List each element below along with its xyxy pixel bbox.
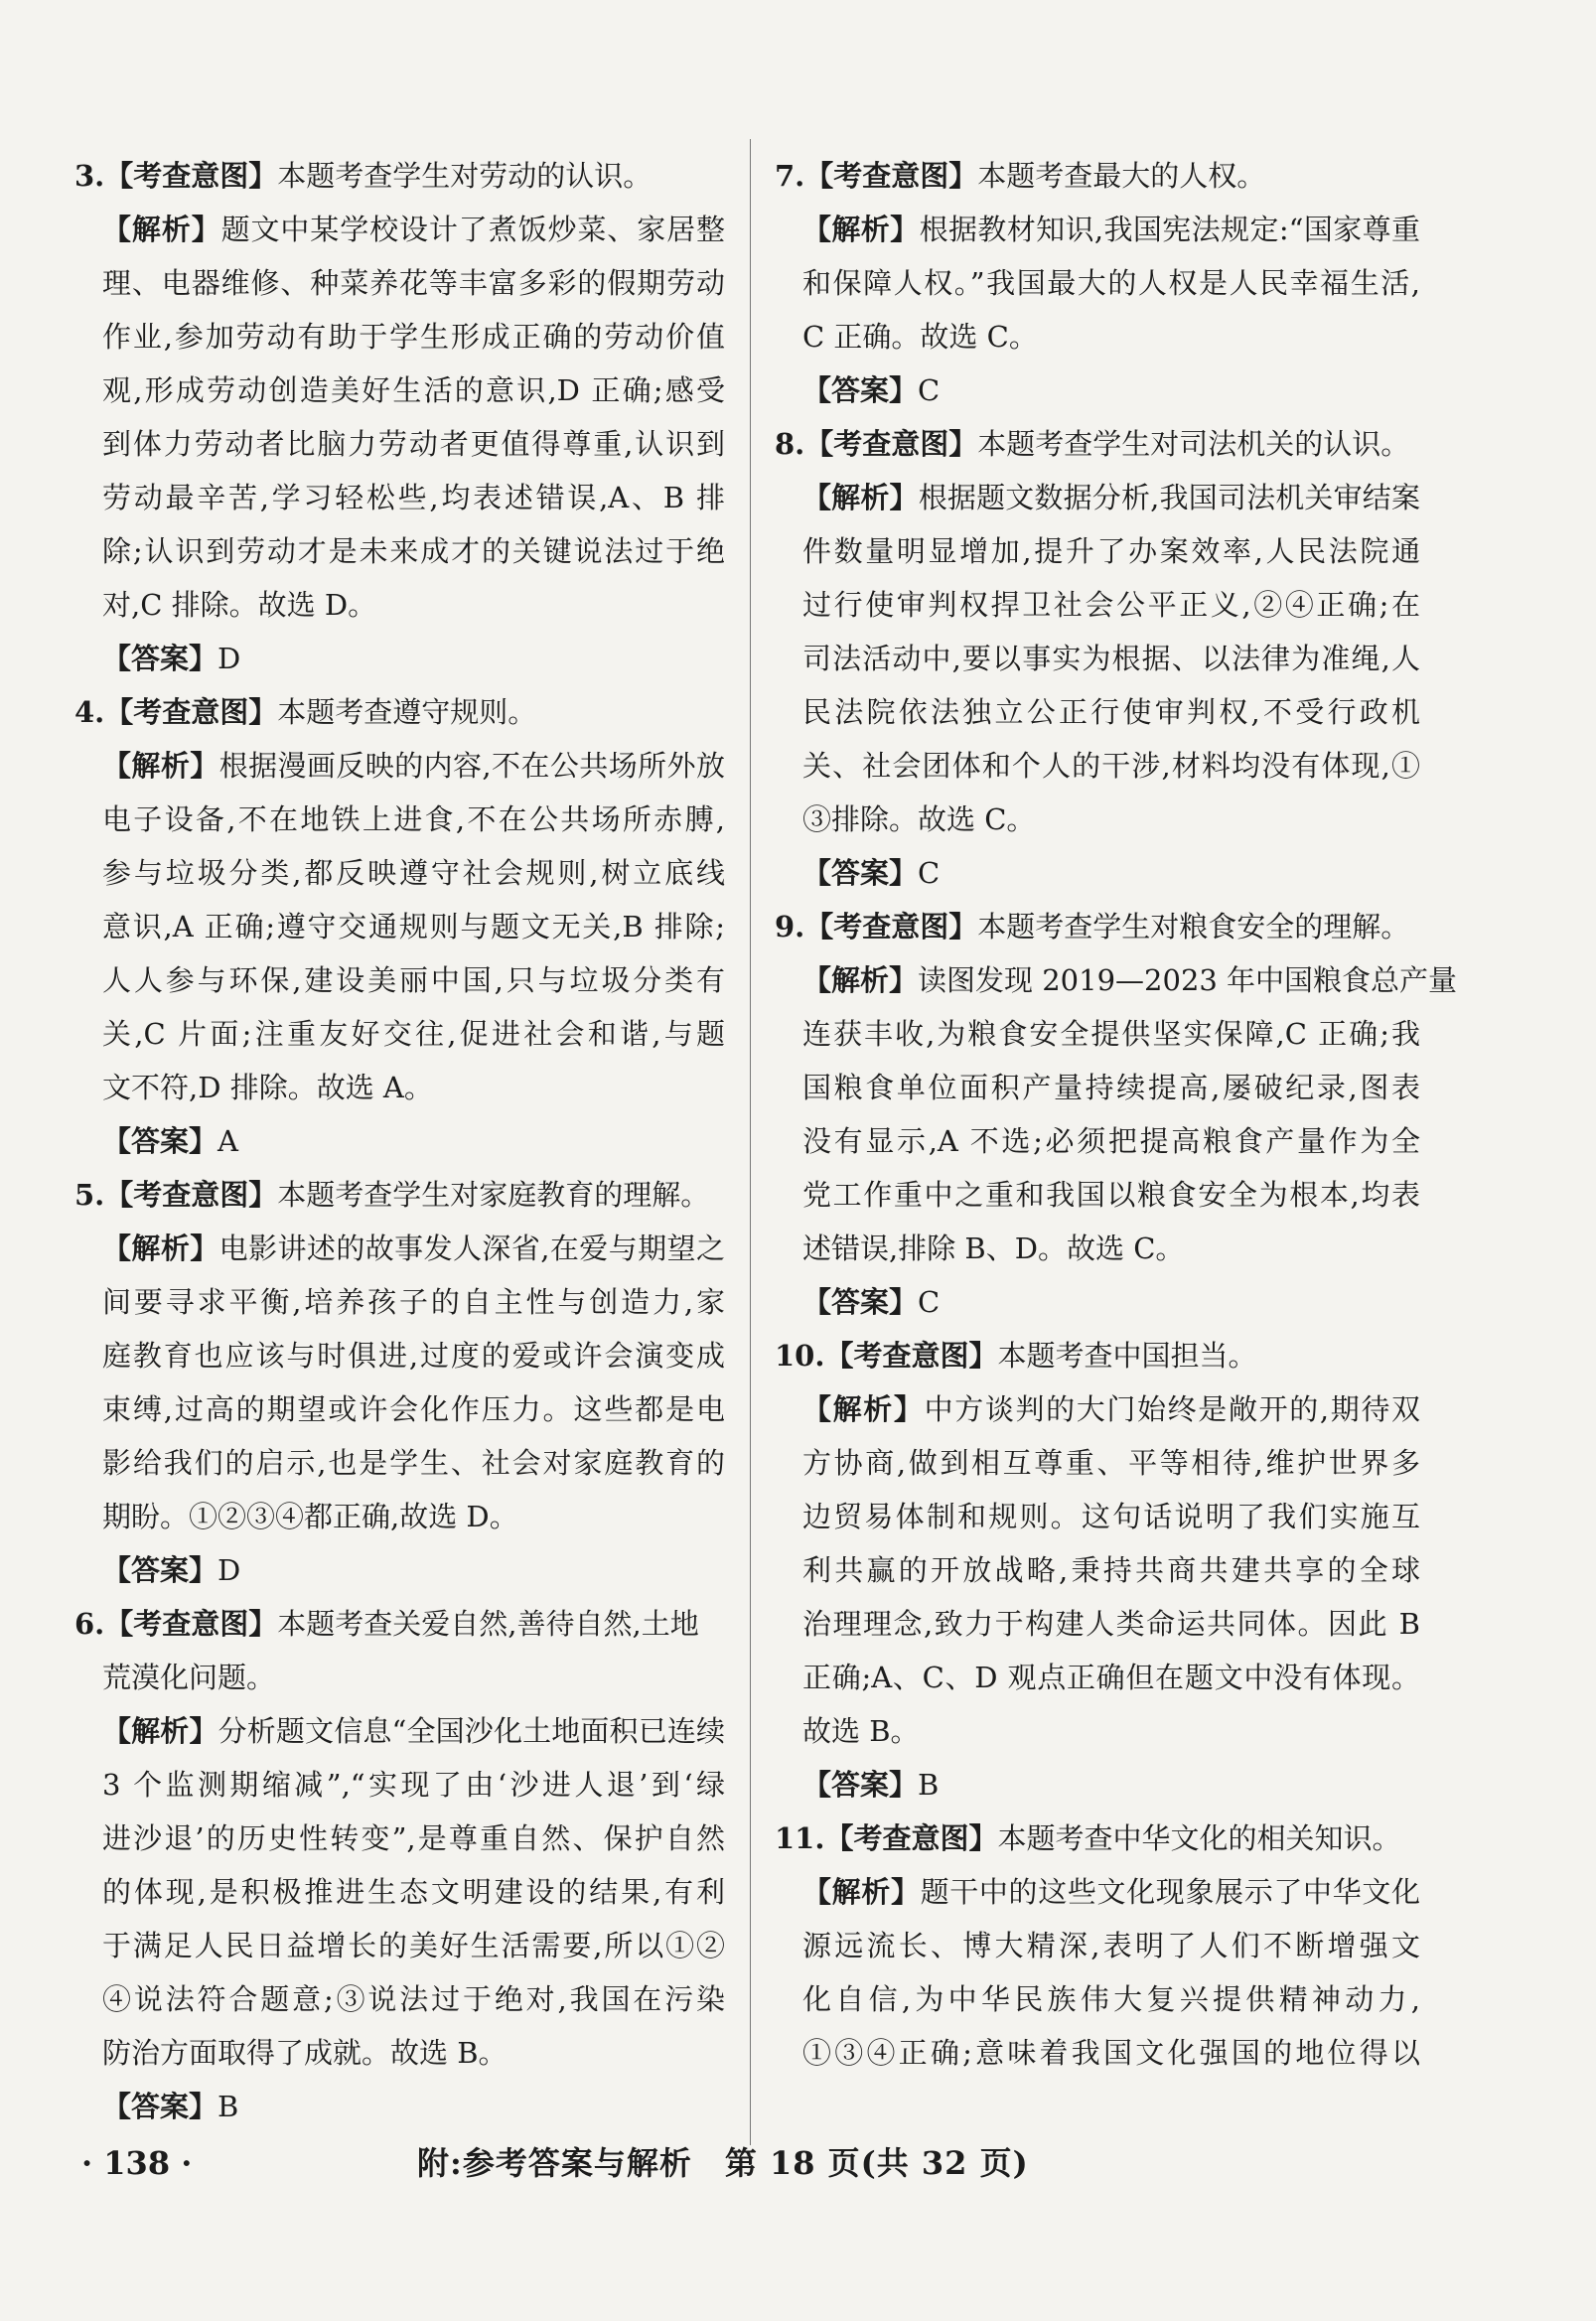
question-heading bbox=[775, 1812, 1420, 1865]
line-text: 参与垃圾分类,都反映遵守社会规则,树立底线 bbox=[102, 856, 725, 890]
text-line bbox=[74, 203, 725, 256]
question-number: 8. bbox=[775, 427, 805, 461]
text-line bbox=[775, 1919, 1420, 1972]
text-line bbox=[74, 1436, 725, 1490]
intent-text: 本题考查关爱自然,善待自然,土地 bbox=[277, 1607, 699, 1641]
intent-text: 本题考查最大的人权。 bbox=[977, 159, 1266, 193]
line-text: ①③④正确;意味着我国文化强国的地位得以 bbox=[802, 2036, 1420, 2070]
text-line bbox=[74, 256, 725, 310]
line-text: 根据教材知识,我国宪法规定:“国家尊重 bbox=[919, 213, 1420, 246]
line-text: 文不符,D 排除。故选 A。 bbox=[102, 1071, 433, 1104]
analysis-tag: 【解析】 bbox=[802, 1392, 925, 1426]
page-number: · 138 · bbox=[81, 2144, 193, 2182]
answer-tag: 【答案】 bbox=[102, 1553, 218, 1587]
line-text: 治理理念,致力于构建人类命运共同体。因此 B bbox=[802, 1607, 1420, 1641]
line-text: 和保障人权。”我国最大的人权是人民幸福生活, bbox=[802, 266, 1420, 300]
text-line bbox=[74, 900, 725, 953]
analysis-tag: 【解析】 bbox=[802, 481, 919, 514]
line-text: 于满足人民日益增长的美好生活需要,所以①② bbox=[102, 1929, 725, 1962]
column-divider bbox=[750, 139, 751, 2145]
text-line bbox=[775, 1061, 1420, 1114]
question-number: 11. bbox=[775, 1821, 825, 1855]
answer-value: D bbox=[218, 1553, 241, 1587]
answer-value: C bbox=[918, 1285, 941, 1319]
text-line bbox=[74, 471, 725, 524]
intent-text: 本题考查中华文化的相关知识。 bbox=[997, 1821, 1401, 1855]
question-number: 9. bbox=[775, 910, 805, 943]
question-number: 4. bbox=[74, 695, 105, 729]
answer-value: C bbox=[918, 373, 941, 407]
answer-value: A bbox=[218, 1124, 238, 1158]
line-text: 根据漫画反映的内容,不在公共场所外放 bbox=[218, 749, 725, 783]
line-text: 连获丰收,为粮食安全提供坚实保障,C 正确;我 bbox=[802, 1017, 1420, 1051]
line-text: 间要寻求平衡,培养孩子的自主性与创造力,家 bbox=[102, 1285, 725, 1319]
text-line bbox=[775, 1597, 1420, 1651]
answer-line bbox=[74, 1114, 725, 1168]
text-line bbox=[74, 1972, 725, 2026]
page-footer bbox=[0, 2133, 1596, 2193]
line-text: 故选 B。 bbox=[802, 1714, 920, 1748]
text-line bbox=[775, 310, 1420, 363]
answer-tag: 【答案】 bbox=[802, 373, 919, 407]
line-text: 关、社会团体和个人的干涉,材料均没有体现,① bbox=[802, 749, 1420, 783]
line-text: 国粮食单位面积产量持续提高,屡破纪录,图表 bbox=[802, 1071, 1420, 1104]
line-text: 中方谈判的大门始终是敞开的,期待双 bbox=[924, 1392, 1420, 1426]
question-heading bbox=[775, 149, 1420, 203]
line-text: 电影讲述的故事发人深省,在爱与期望之 bbox=[218, 1232, 725, 1265]
text-line bbox=[74, 1061, 725, 1114]
text-line bbox=[74, 1490, 725, 1543]
line-text: 人人参与环保,建设美丽中国,只与垃圾分类有 bbox=[102, 963, 725, 997]
text-line bbox=[775, 1865, 1420, 1919]
text-line bbox=[74, 1919, 725, 1972]
text-line bbox=[74, 1275, 725, 1329]
answer-tag: 【答案】 bbox=[802, 1285, 919, 1319]
question-heading bbox=[775, 900, 1420, 953]
intent-tag: 【考查意图】 bbox=[804, 159, 978, 193]
line-text: 除;认识到劳动才是未来成才的关键说法过于绝 bbox=[102, 534, 725, 568]
text-line bbox=[74, 1704, 725, 1758]
line-text: 化自信,为中华民族伟大复兴提供精神动力, bbox=[802, 1982, 1420, 2016]
text-line bbox=[74, 417, 725, 471]
analysis-tag: 【解析】 bbox=[102, 213, 221, 246]
text-line bbox=[775, 1490, 1420, 1543]
answer-line bbox=[74, 1543, 725, 1597]
line-text: 的体现,是积极推进生态文明建设的结果,有利 bbox=[102, 1875, 725, 1909]
question-number: 3. bbox=[74, 159, 105, 193]
answer-tag: 【答案】 bbox=[102, 1124, 218, 1158]
text-line bbox=[775, 471, 1420, 524]
intent-text: 本题考查中国担当。 bbox=[997, 1339, 1257, 1373]
line-text: 理、电器维修、种菜养花等丰富多彩的假期劳动 bbox=[102, 266, 725, 300]
line-text: 述错误,排除 B、D。故选 C。 bbox=[802, 1232, 1185, 1265]
question-number: 10. bbox=[775, 1339, 825, 1373]
intent-text: 本题考查遵守规则。 bbox=[277, 695, 537, 729]
line-text: 读图发现 2019—2023 年中国粮食总产量 bbox=[918, 963, 1458, 997]
intent-tag: 【考查意图】 bbox=[804, 910, 978, 943]
answer-value: B bbox=[218, 2090, 239, 2123]
text-line bbox=[74, 953, 725, 1007]
text-line bbox=[775, 1007, 1420, 1061]
question-number: 5. bbox=[74, 1178, 105, 1212]
text-line bbox=[74, 1329, 725, 1382]
text-line bbox=[74, 2026, 725, 2080]
answer-value: D bbox=[218, 642, 241, 675]
answer-value: B bbox=[918, 1768, 940, 1802]
line-text: 题干中的这些文化现象展示了中华文化 bbox=[920, 1875, 1420, 1909]
text-line bbox=[775, 1543, 1420, 1597]
line-text: 党工作重中之重和我国以粮食安全为根本,均表 bbox=[802, 1178, 1420, 1212]
answer-line bbox=[74, 2080, 725, 2133]
analysis-tag: 【解析】 bbox=[102, 1232, 219, 1265]
analysis-tag: 【解析】 bbox=[102, 1714, 218, 1748]
question-heading bbox=[74, 149, 725, 203]
line-text: 利共赢的开放战略,秉持共商共建共享的全球 bbox=[802, 1553, 1420, 1587]
line-text: 作业,参加劳动有助于学生形成正确的劳动价值 bbox=[102, 320, 725, 354]
text-line bbox=[775, 1651, 1420, 1704]
answer-tag: 【答案】 bbox=[102, 642, 218, 675]
line-text: 劳动最辛苦,学习轻松些,均表述错误,A、B 排 bbox=[102, 481, 725, 514]
text-line bbox=[775, 1382, 1420, 1436]
question-heading bbox=[74, 685, 725, 739]
line-text: 关,C 片面;注重友好交往,促进社会和谐,与题 bbox=[102, 1017, 725, 1051]
text-line bbox=[775, 2026, 1420, 2080]
intent-text: 本题考查学生对家庭教育的理解。 bbox=[277, 1178, 710, 1212]
intent-tag: 【考查意图】 bbox=[824, 1339, 998, 1373]
text-line bbox=[74, 310, 725, 363]
text-line bbox=[74, 1758, 725, 1812]
text-line bbox=[74, 739, 725, 793]
line-text: 源远流长、博大精深,表明了人们不断增强文 bbox=[802, 1929, 1420, 1962]
line-text: 束缚,过高的期望或许会化作压力。这些都是电 bbox=[102, 1392, 725, 1426]
line-text: 正确;A、C、D 观点正确但在题文中没有体现。 bbox=[802, 1661, 1420, 1694]
text-line bbox=[775, 578, 1420, 632]
intent-tag: 【考查意图】 bbox=[104, 1607, 278, 1641]
line-text: 题文中某学校设计了煮饭炒菜、家居整 bbox=[220, 213, 725, 246]
text-line bbox=[74, 846, 725, 900]
line-text: 民法院依法独立公正行使审判权,不受行政机 bbox=[802, 695, 1420, 729]
text-line bbox=[74, 363, 725, 417]
text-line bbox=[775, 739, 1420, 793]
text-line bbox=[775, 1114, 1420, 1168]
text-line bbox=[74, 1812, 725, 1865]
question-heading bbox=[775, 1329, 1420, 1382]
answer-line bbox=[775, 1758, 1420, 1812]
line-text: 分析题文信息“全国沙化土地面积已连续 bbox=[218, 1714, 725, 1748]
text-line bbox=[775, 1222, 1420, 1275]
text-line bbox=[775, 953, 1458, 1007]
answer-line bbox=[775, 363, 1420, 417]
answer-tag: 【答案】 bbox=[102, 2090, 218, 2123]
text-line bbox=[775, 256, 1420, 310]
line-text: 庭教育也应该与时俱进,过度的爱或许会演变成 bbox=[102, 1339, 725, 1373]
text-line bbox=[74, 578, 725, 632]
text-line bbox=[775, 1704, 1420, 1758]
intent-text: 本题考查学生对司法机关的认识。 bbox=[977, 427, 1410, 461]
question-heading bbox=[775, 417, 1420, 471]
line-text: 件数量明显增加,提升了办案效率,人民法院通 bbox=[802, 534, 1420, 568]
intent-tag: 【考查意图】 bbox=[104, 695, 278, 729]
line-text: 电子设备,不在地铁上进食,不在公共场所赤膊, bbox=[102, 802, 725, 836]
text-line bbox=[74, 1382, 725, 1436]
question-heading bbox=[74, 1597, 725, 1651]
line-text: ③排除。故选 C。 bbox=[802, 802, 1036, 836]
line-text: 观,形成劳动创造美好生活的意识,D 正确;感受 bbox=[102, 373, 725, 407]
line-text: 方协商,做到相互尊重、平等相待,维护世界多 bbox=[802, 1446, 1420, 1480]
line-text: C 正确。故选 C。 bbox=[802, 320, 1038, 354]
text-line bbox=[775, 1168, 1420, 1222]
left-column bbox=[74, 149, 725, 2133]
line-text: 影给我们的启示,也是学生、社会对家庭教育的 bbox=[102, 1446, 725, 1480]
text-line bbox=[775, 203, 1420, 256]
answer-line bbox=[74, 632, 725, 685]
line-text: 3 个监测期缩减”,“实现了由‘沙进人退’到‘绿 bbox=[102, 1768, 725, 1802]
line-text: ④说法符合题意;③说法过于绝对,我国在污染 bbox=[102, 1982, 725, 2016]
intent-tag: 【考查意图】 bbox=[104, 159, 278, 193]
line-text: 对,C 排除。故选 D。 bbox=[102, 588, 377, 622]
line-text: 司法活动中,要以事实为根据、以法律为准绳,人 bbox=[802, 642, 1420, 675]
intent-text: 本题考查学生对劳动的认识。 bbox=[277, 159, 653, 193]
text-line bbox=[74, 1222, 725, 1275]
answer-tag: 【答案】 bbox=[802, 856, 919, 890]
question-number: 6. bbox=[74, 1607, 105, 1641]
text-line bbox=[74, 1007, 725, 1061]
line-text: 边贸易体制和规则。这句话说明了我们实施互 bbox=[802, 1500, 1420, 1533]
answer-line bbox=[775, 846, 1420, 900]
analysis-tag: 【解析】 bbox=[802, 213, 920, 246]
question-heading bbox=[74, 1168, 725, 1222]
line-text: 根据题文数据分析,我国司法机关审结案 bbox=[918, 481, 1420, 514]
line-text: 防治方面取得了成就。故选 B。 bbox=[102, 2036, 508, 2070]
line-text: 期盼。①②③④都正确,故选 D。 bbox=[102, 1500, 518, 1533]
question-number: 7. bbox=[775, 159, 805, 193]
text-line bbox=[775, 793, 1420, 846]
line-text: 到体力劳动者比脑力劳动者更值得尊重,认识到 bbox=[102, 427, 725, 461]
line-text: 意识,A 正确;遵守交通规则与题文无关,B 排除; bbox=[102, 910, 725, 943]
text-line bbox=[775, 524, 1420, 578]
intent-tag: 【考查意图】 bbox=[104, 1178, 278, 1212]
line-text: 没有显示,A 不选;必须把提高粮食产量作为全 bbox=[802, 1124, 1420, 1158]
text-line bbox=[775, 1972, 1420, 2026]
analysis-tag: 【解析】 bbox=[802, 963, 919, 997]
text-line bbox=[775, 685, 1420, 739]
intent-tag: 【考查意图】 bbox=[824, 1821, 998, 1855]
analysis-tag: 【解析】 bbox=[802, 1875, 921, 1909]
text-line bbox=[74, 793, 725, 846]
analysis-tag: 【解析】 bbox=[102, 749, 219, 783]
answer-value: C bbox=[918, 856, 941, 890]
text-line bbox=[74, 524, 725, 578]
intent-tag: 【考查意图】 bbox=[804, 427, 978, 461]
answer-tag: 【答案】 bbox=[802, 1768, 919, 1802]
answer-line bbox=[775, 1275, 1420, 1329]
line-text: 进沙退’的历史性转变”,是尊重自然、保护自然 bbox=[102, 1821, 725, 1855]
line-text: 荒漠化问题。 bbox=[102, 1661, 276, 1694]
right-column bbox=[775, 149, 1458, 2080]
intent-text: 本题考查学生对粮食安全的理解。 bbox=[977, 910, 1410, 943]
text-line bbox=[775, 632, 1420, 685]
text-line bbox=[74, 1865, 725, 1919]
footer-title: 附:参考答案与解析 第 18 页(共 32 页) bbox=[417, 2144, 1029, 2182]
text-line bbox=[775, 1436, 1420, 1490]
text-line bbox=[74, 1651, 725, 1704]
line-text: 过行使审判权捍卫社会公平正义,②④正确;在 bbox=[802, 588, 1420, 622]
